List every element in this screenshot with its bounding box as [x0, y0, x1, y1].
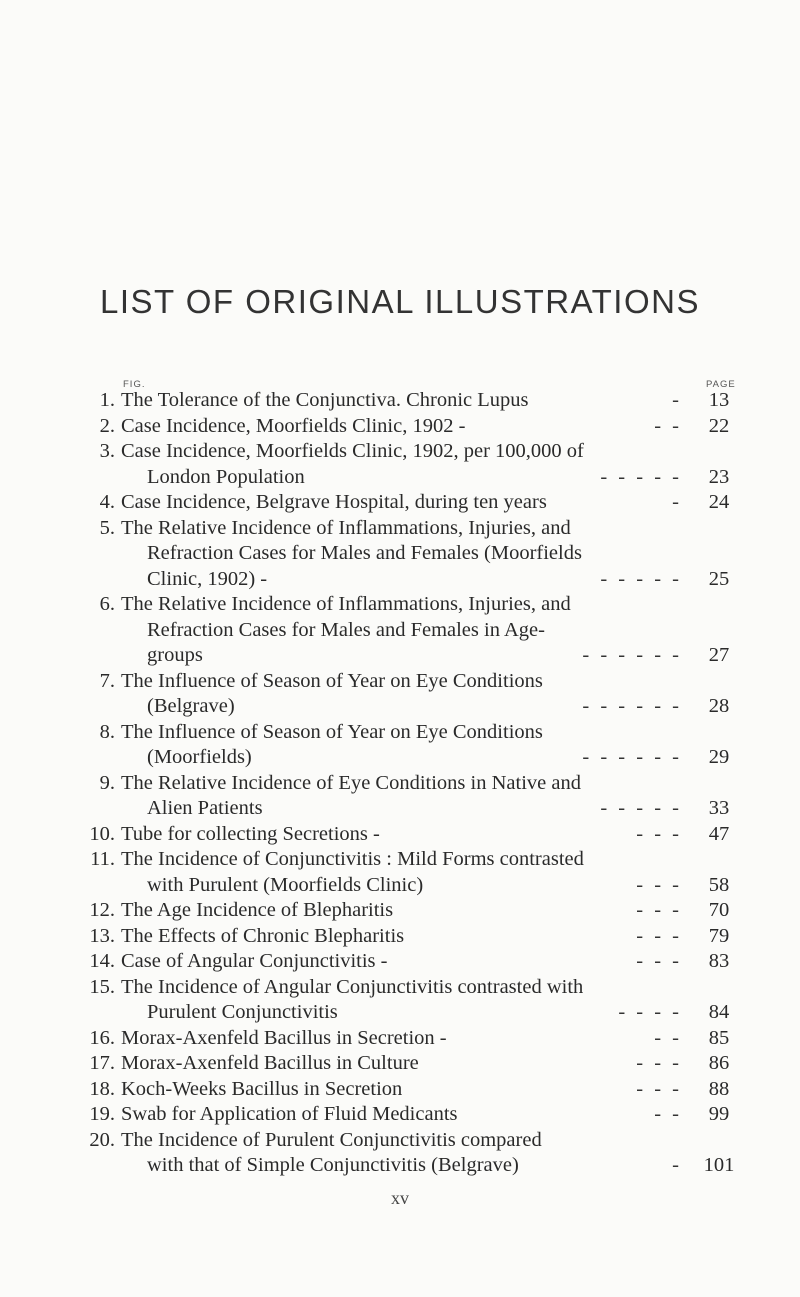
page-number: 70 — [708, 899, 730, 921]
list-item — [0, 1128, 800, 1179]
figure-caption-line: groups — [147, 644, 203, 666]
page-number: 13 — [708, 389, 730, 411]
figure-caption-line: The Influence of Season of Year on Eye Conditions — [121, 720, 543, 743]
page-number: 23 — [708, 465, 730, 488]
list-item — [0, 592, 800, 669]
dash-leader: - — [672, 491, 682, 513]
figure-number: 1. — [99, 389, 115, 411]
figure-caption-line: Morax-Axenfeld Bacillus in Culture — [121, 1052, 419, 1074]
figure-number: 20. — [89, 1128, 115, 1151]
list-item — [0, 414, 800, 440]
list-item — [0, 1077, 800, 1103]
list-item — [0, 975, 800, 1026]
dash-leader: - - - — [636, 873, 682, 896]
page-number: 83 — [708, 950, 730, 972]
page-number: 79 — [708, 924, 730, 947]
figure-caption-line: The Relative Incidence of Inflammations, Injuries, and — [121, 516, 571, 539]
list-item — [0, 822, 800, 848]
figure-number: 16. — [89, 1026, 115, 1049]
figure-caption-line: with Purulent (Moorfields Clinic) — [147, 873, 424, 896]
figure-number: 4. — [99, 491, 115, 513]
list-item — [0, 516, 800, 593]
figure-caption-line: (Belgrave) — [147, 695, 235, 717]
figure-number: 11. — [90, 848, 115, 870]
figure-caption-line: The Relative Incidence of Eye Conditions in Native and — [121, 771, 581, 794]
page-number-footer: xv — [391, 1188, 409, 1208]
page-number: 84 — [708, 1001, 730, 1023]
dash-leader: - - — [654, 414, 682, 437]
page-number: 86 — [708, 1052, 730, 1074]
list-item — [0, 771, 800, 822]
dash-leader: - - - - - — [600, 465, 682, 488]
page-number: 101 — [703, 1154, 735, 1176]
figure-caption-line: The Incidence of Purulent Conjunctivitis compared — [121, 1128, 542, 1151]
figure-number: 5. — [99, 516, 115, 539]
dash-leader: - - - - - — [600, 797, 682, 819]
list-item — [0, 490, 800, 516]
dash-leader: - - - - - — [600, 567, 682, 590]
dash-leader: - - - — [636, 1077, 682, 1100]
figure-number: 18. — [89, 1077, 115, 1100]
figure-number: 12. — [89, 899, 115, 921]
list-item — [0, 388, 800, 414]
dash-leader: - - - — [636, 924, 682, 947]
dash-leader: - - - — [636, 822, 682, 845]
page-number: 99 — [708, 1103, 730, 1125]
dash-leader: - — [672, 1154, 682, 1176]
dash-leader: - - - — [636, 950, 682, 972]
figure-caption-line: (Moorfields) — [147, 746, 252, 768]
figure-caption-line: The Tolerance of the Conjunctiva. Chronic Lupus — [121, 389, 529, 411]
figure-caption-line: The Influence of Season of Year on Eye Conditions — [121, 669, 543, 692]
figure-caption-line: Swab for Application of Fluid Medicants — [121, 1103, 458, 1125]
list-item — [0, 1102, 800, 1128]
page-number: 88 — [708, 1077, 730, 1100]
page-column-header: PAGE — [706, 379, 736, 390]
figure-caption-line: Koch-Weeks Bacillus in Secretion — [121, 1077, 403, 1100]
figure-caption-line: The Incidence of Conjunctivitis : Mild Forms contrasted — [121, 848, 584, 870]
figure-caption-line: Refraction Cases for Males and Females (Moorfields — [147, 542, 582, 564]
figure-number: 6. — [99, 593, 115, 615]
page-number: 29 — [708, 746, 730, 768]
figure-caption-line: Purulent Conjunctivitis — [147, 1001, 338, 1023]
figure-caption-line: Tube for collecting Secretions - — [121, 822, 380, 845]
figure-caption-line: Case Incidence, Moorfields Clinic, 1902 - — [121, 414, 466, 437]
figure-caption-line: Alien Patients — [147, 797, 263, 819]
figure-number: 10. — [89, 822, 115, 845]
figure-caption-line: with that of Simple Conjunctivitis (Belgrave) — [147, 1154, 519, 1176]
figure-caption-line: Case Incidence, Belgrave Hospital, during ten years — [121, 491, 547, 513]
list-item — [0, 949, 800, 975]
fig-column-header: FIG. — [123, 379, 146, 390]
figure-number: 9. — [99, 771, 115, 794]
figure-caption-line: London Population — [147, 465, 305, 488]
list-item — [0, 720, 800, 771]
page-number: 28 — [708, 695, 730, 717]
figure-number: 14. — [89, 950, 115, 972]
figure-caption-line: Clinic, 1902) - — [147, 567, 268, 590]
page-number: 22 — [708, 414, 730, 437]
figure-number: 13. — [89, 924, 115, 947]
figure-caption-line: Refraction Cases for Males and Females in Age- — [147, 618, 545, 641]
page-number: 58 — [708, 873, 730, 896]
figure-caption-line: The Incidence of Angular Conjunctivitis contrasted with — [121, 975, 584, 998]
figure-caption-line: Case of Angular Conjunctivitis - — [121, 950, 388, 972]
dash-leader: - - - — [636, 1052, 682, 1074]
page-number: 47 — [708, 822, 730, 845]
list-item — [0, 924, 800, 950]
dash-leader: - - — [654, 1026, 682, 1049]
figure-number: 7. — [99, 669, 115, 692]
list-item — [0, 669, 800, 720]
figure-number: 3. — [99, 440, 115, 462]
dash-leader: - - - - - - — [582, 644, 682, 666]
figure-caption-line: Case Incidence, Moorfields Clinic, 1902, per 100,000 of — [121, 440, 584, 462]
figure-number: 2. — [99, 414, 115, 437]
figure-caption-line: Morax-Axenfeld Bacillus in Secretion - — [121, 1026, 447, 1049]
page-number: 25 — [708, 567, 730, 590]
list-item — [0, 439, 800, 490]
dash-leader: - - - - - - — [582, 746, 682, 768]
figure-number: 19. — [89, 1103, 115, 1125]
page-title: LIST OF ORIGINAL ILLUSTRATIONS — [99, 283, 700, 320]
page-number: 33 — [708, 797, 730, 819]
page-number: 85 — [708, 1026, 730, 1049]
figure-number: 17. — [89, 1052, 115, 1074]
dash-leader: - - — [654, 1103, 682, 1125]
dash-leader: - - - — [636, 899, 682, 921]
page-number: 27 — [708, 644, 730, 666]
dash-leader: - - - - - - — [582, 695, 682, 717]
list-item — [0, 1026, 800, 1052]
page-number: 24 — [708, 491, 730, 513]
dash-leader: - — [672, 389, 682, 411]
figure-caption-line: The Relative Incidence of Inflammations, Injuries, and — [121, 593, 571, 615]
list-item — [0, 898, 800, 924]
figure-number: 8. — [99, 720, 115, 743]
illustration-list — [0, 388, 800, 1179]
dash-leader: - - - - — [618, 1001, 682, 1023]
figure-caption-line: The Effects of Chronic Blepharitis — [121, 924, 405, 947]
list-item — [0, 1051, 800, 1077]
list-item — [0, 847, 800, 898]
figure-caption-line: The Age Incidence of Blepharitis — [121, 899, 394, 921]
figure-number: 15. — [89, 975, 115, 998]
